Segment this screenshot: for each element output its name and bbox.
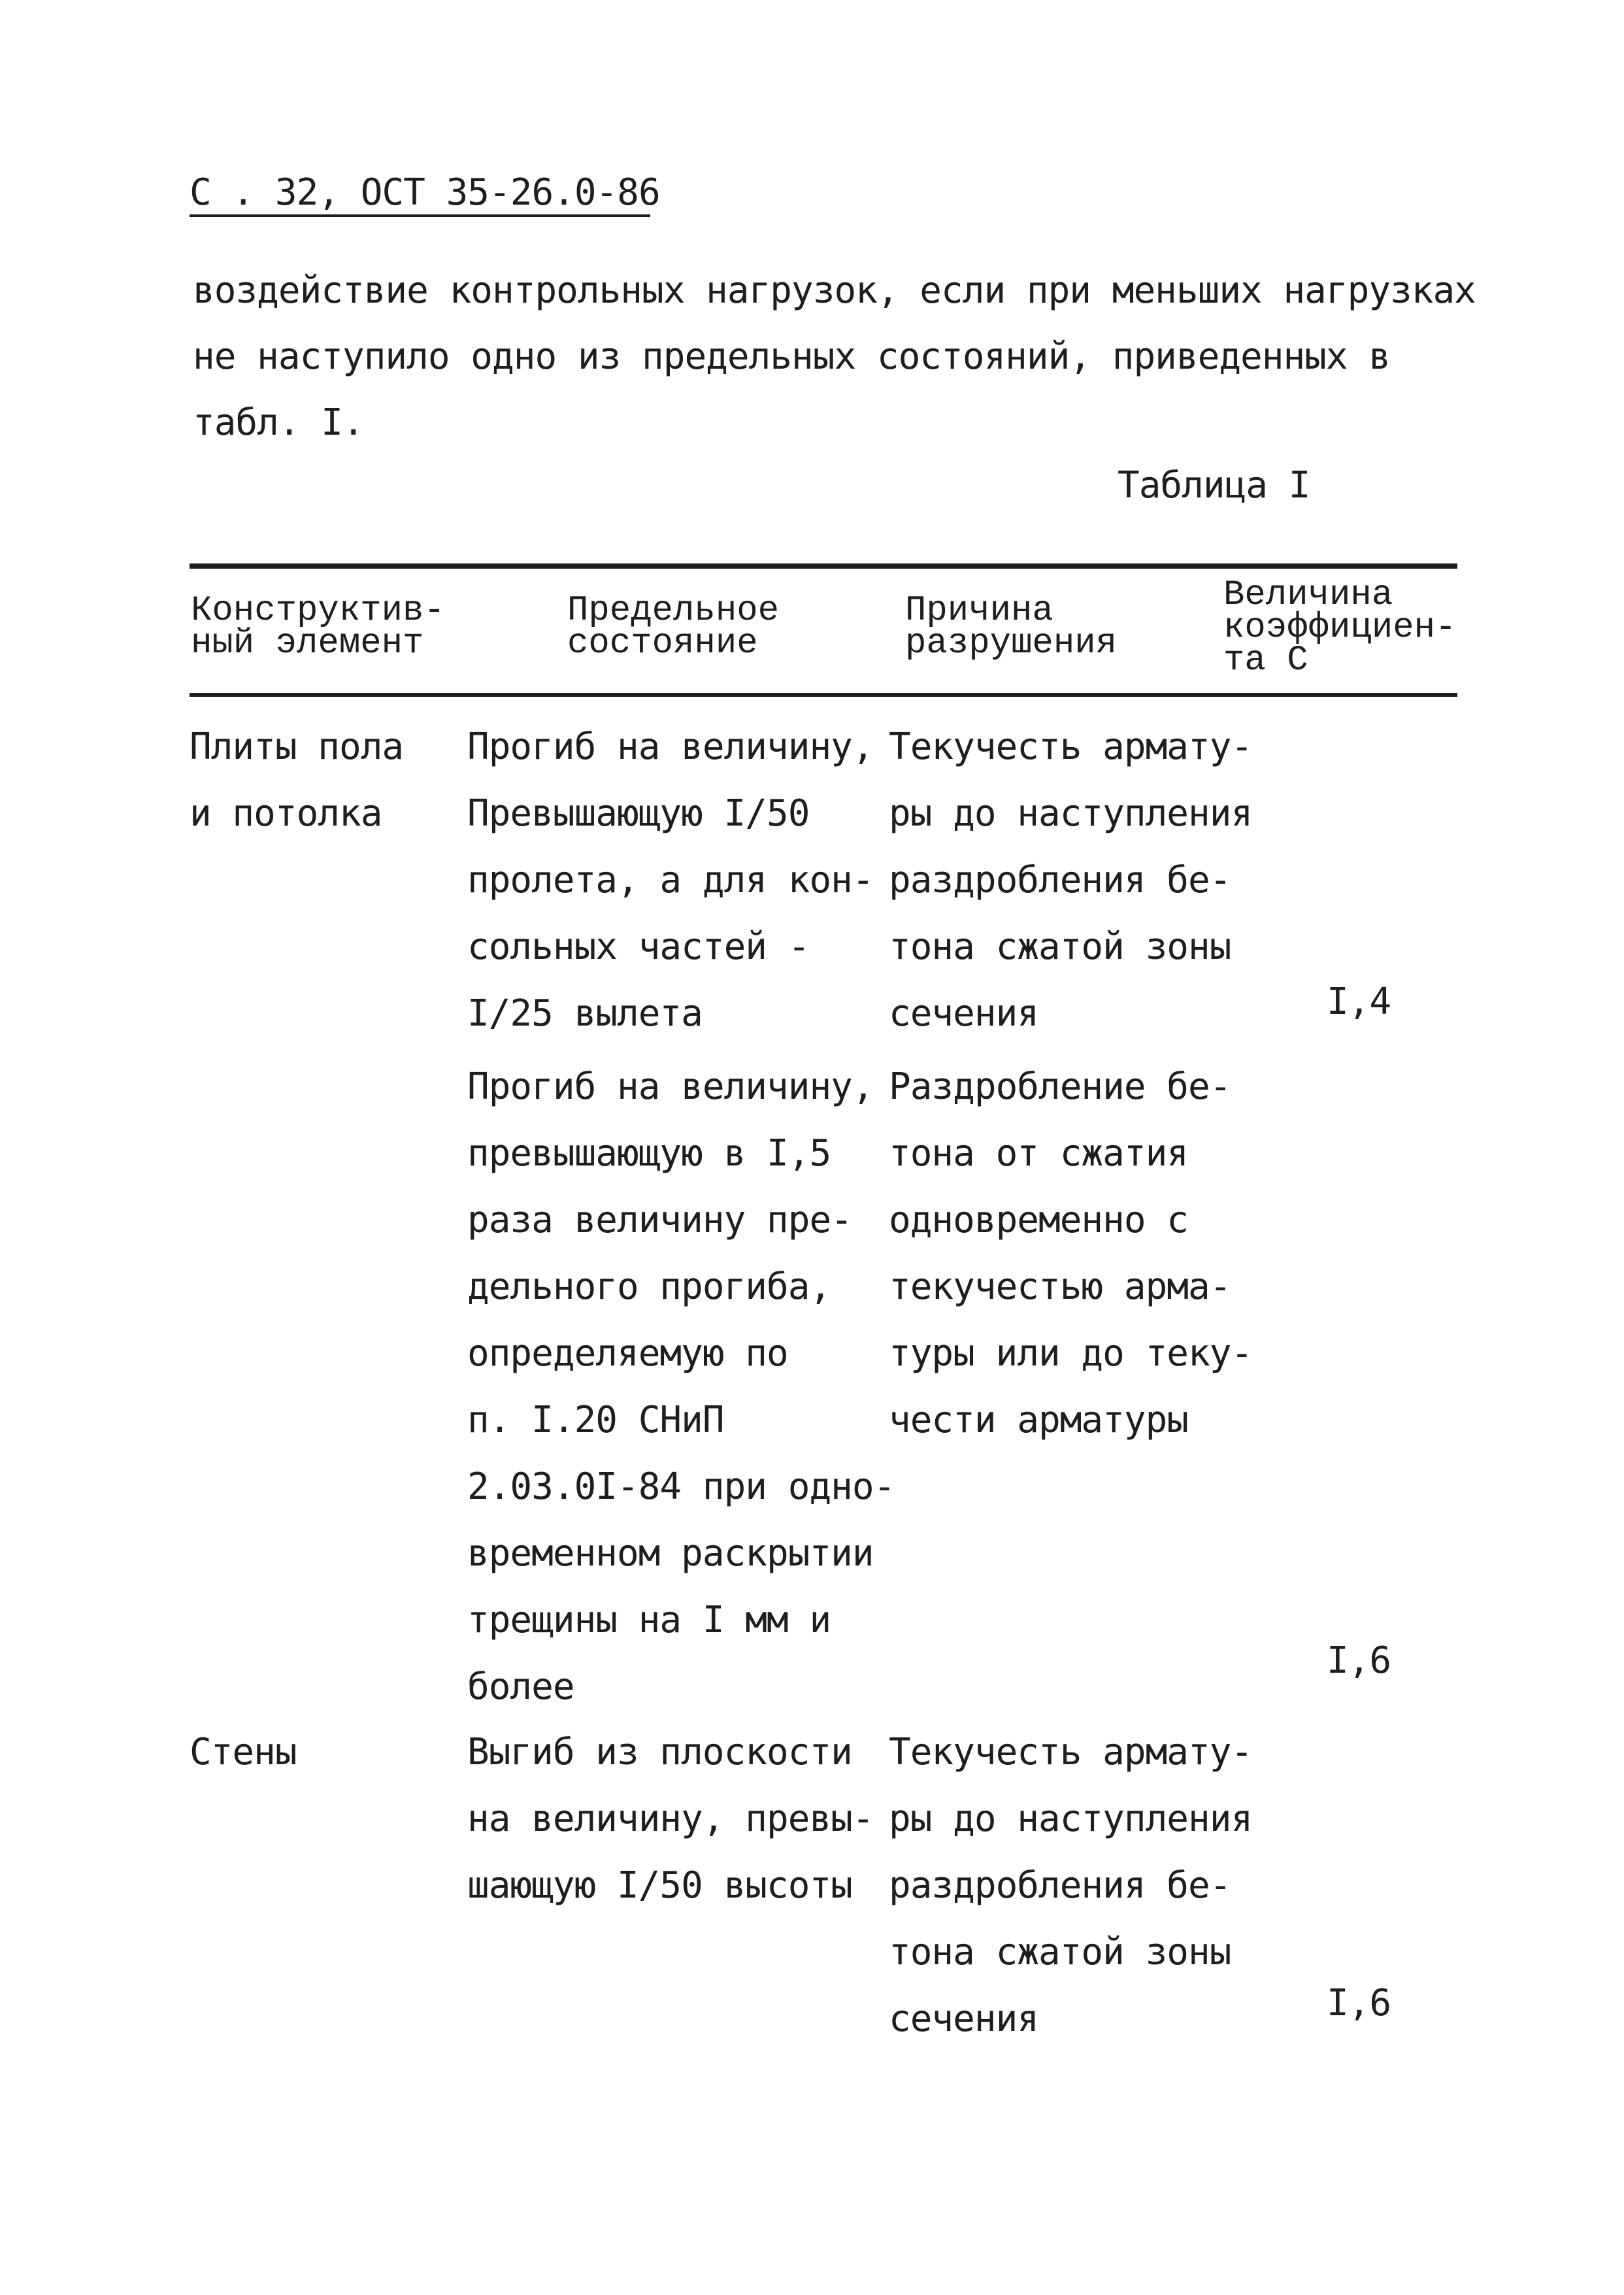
cell-coefficient: I,6 [1327,1639,1391,1682]
column-header-cause: Причина разрушения [905,591,1118,663]
cell-coefficient: I,4 [1327,980,1391,1023]
header-underline [190,214,650,217]
table-top-rule [190,563,1457,569]
cell-cause: Текучесть армату- ры до наступления раздробления бе- тона сжатой зоны сечения [889,1731,1253,2040]
intro-line-2: не наступило одно из предельных состояний, приведенных в [193,335,1391,378]
cell-limit-state: Выгиб из плоскости на величину, превы- шающую I/50 высоты [467,1731,874,1907]
cell-cause: Раздробление бе- тона от сжатия одновременно с текучестью арма- туры или до теку- чести арматуры [889,1065,1253,1441]
column-header-element: Конструктив- ный элемент [191,591,445,663]
cell-element: Плиты пола и потолка [190,726,404,835]
intro-line-3: табл. I. [193,401,364,444]
cell-limit-state: Прогиб на величину, превышающую в I,5 раза величину пре- дельного прогиба, определяемую по п. I.20 СНиП 2.03.0I-84 при одно- временном раскрытии трещины на I мм и более [467,1065,895,1708]
cell-limit-state: Прогиб на величину, Превышающую I/50 пролета, а для кон- сольных частей - I/25 вылета [467,726,874,1035]
table-header-rule [190,693,1457,697]
page-header: С . 32, ОСТ 35-26.0-86 [190,171,660,214]
column-header-coefficient: Величина коэффициен- та С [1223,575,1457,680]
cell-coefficient: I,6 [1327,1982,1391,2024]
table-caption: Таблица I [1118,464,1310,507]
column-header-limit-state: Предельное состояние [567,591,780,663]
intro-line-1: воздействие контрольных нагрузок, если при меньших нагрузках [193,269,1476,312]
cell-element: Стены [190,1731,297,1773]
cell-cause: Текучесть армату- ры до наступления раздробления бе- тона сжатой зоны сечения [889,726,1253,1035]
